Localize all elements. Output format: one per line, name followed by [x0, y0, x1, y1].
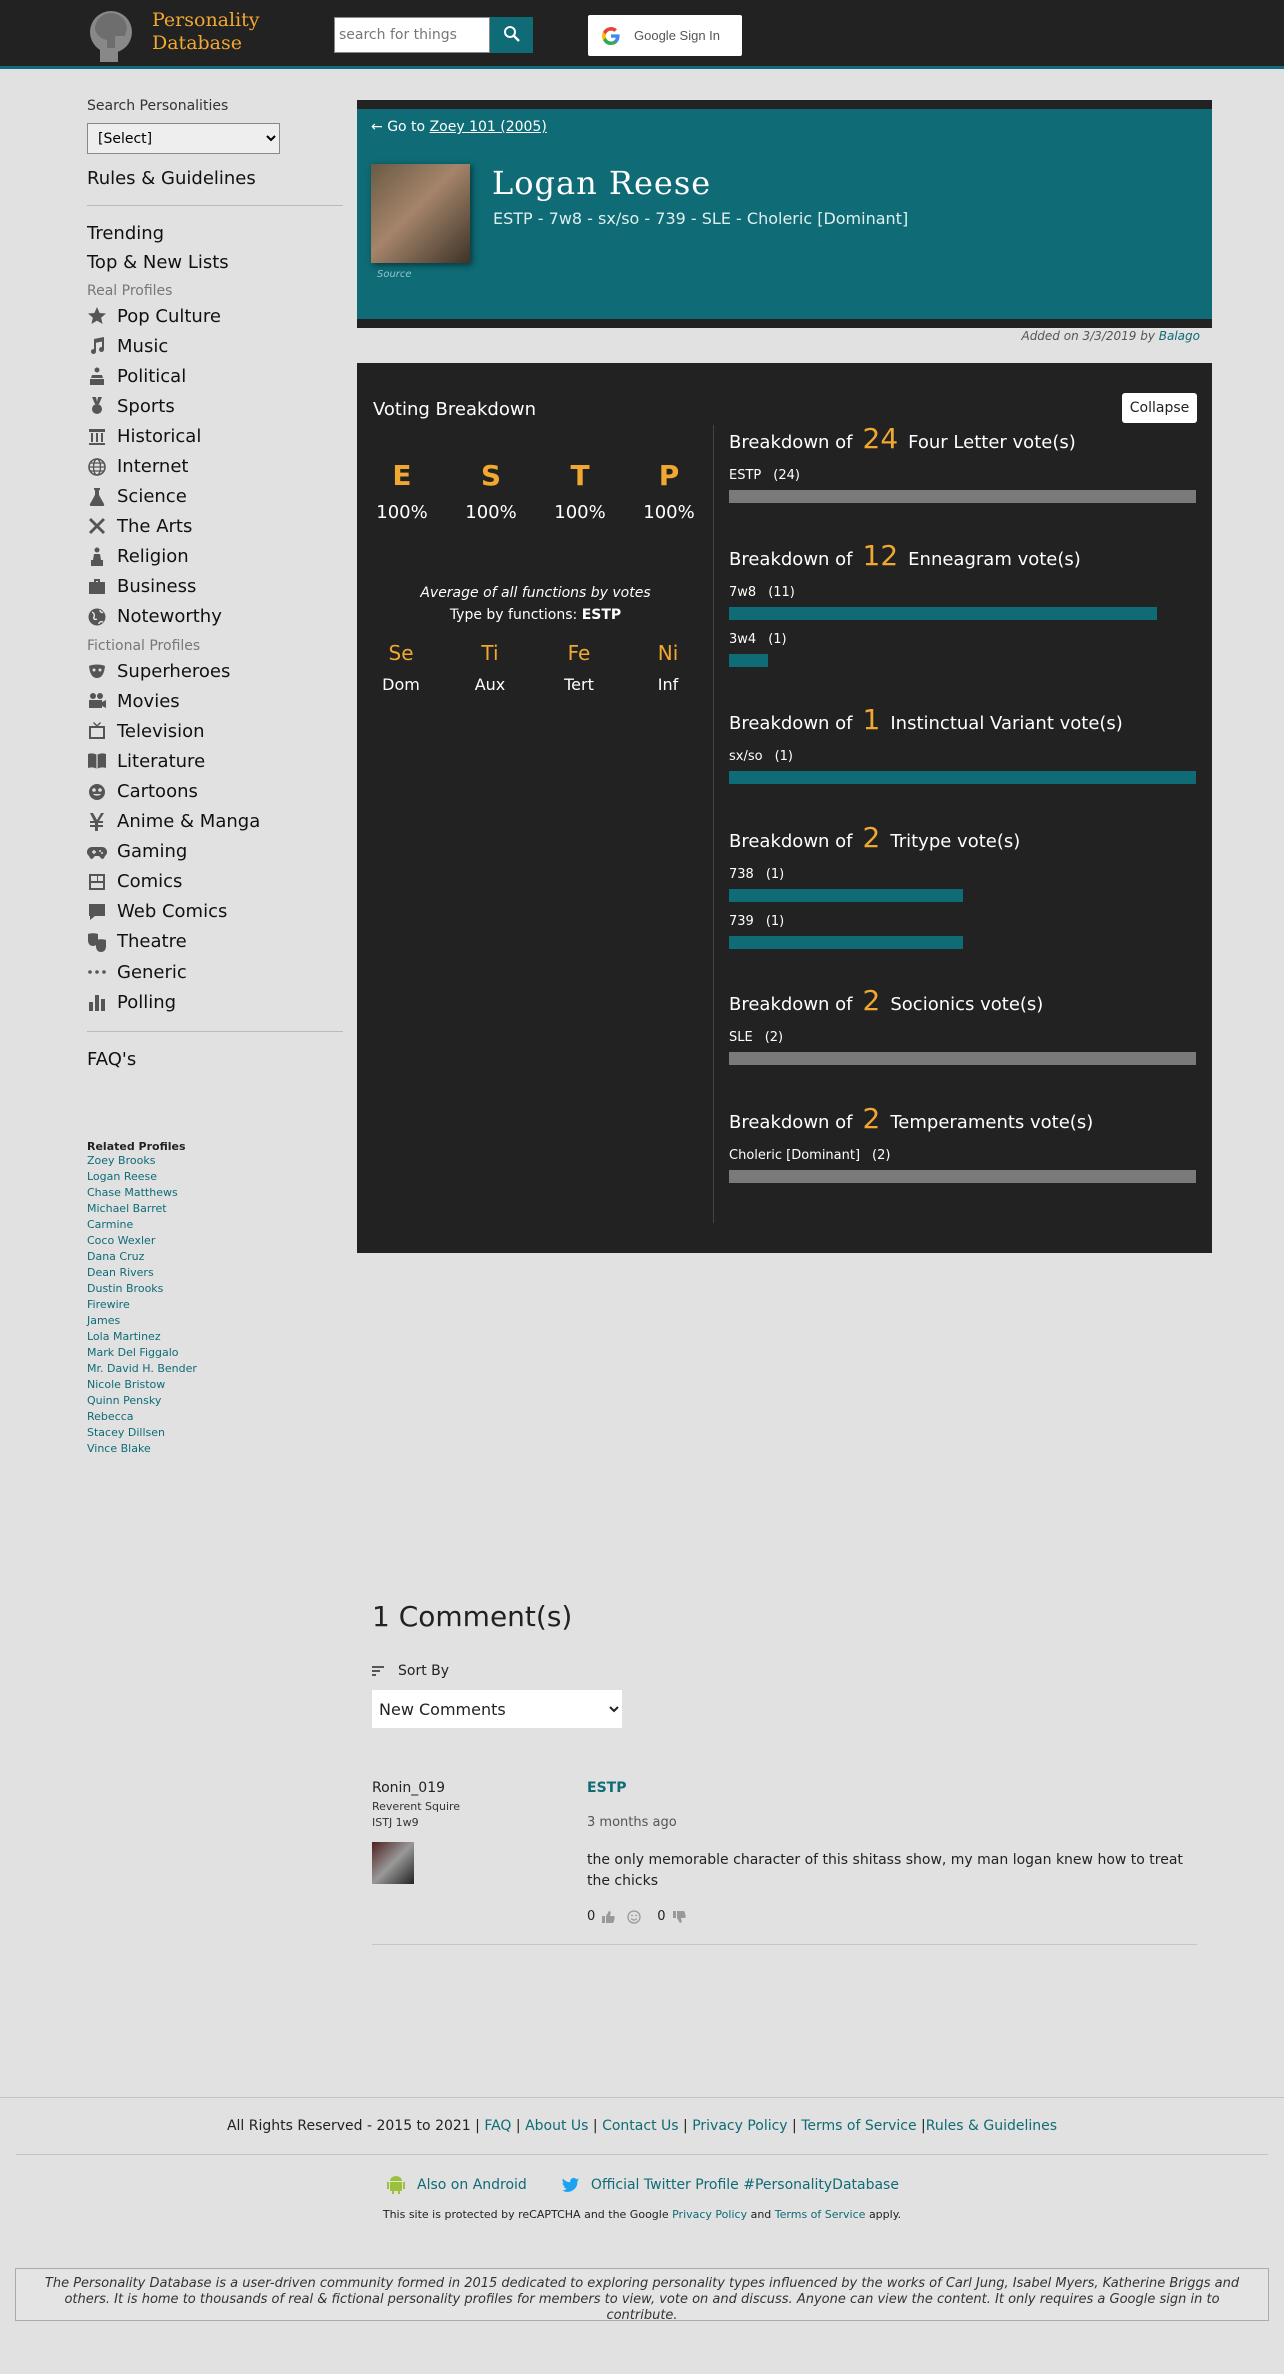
google-icon — [588, 27, 634, 45]
sidebar-item-label[interactable]: Cartoons — [117, 780, 198, 802]
sidebar-item-label[interactable]: The Arts — [117, 516, 193, 538]
cartoon-face-icon — [87, 781, 117, 801]
dots-icon — [87, 962, 117, 982]
footer-divider — [16, 2154, 1268, 2155]
breakdown-heading — [729, 539, 1196, 573]
thumbs-up-icon[interactable] — [601, 1910, 615, 1924]
sidebar-item-label[interactable]: Noteworthy — [117, 606, 222, 628]
vote-bar — [729, 936, 963, 949]
vote-bar — [729, 1052, 1196, 1065]
sidebar-item-business[interactable] — [87, 572, 343, 602]
android-label[interactable]: Also on Android — [417, 2177, 527, 2193]
medal-icon — [87, 396, 117, 416]
sidebar-item-label[interactable]: Comics — [117, 871, 183, 893]
vote-bar-row — [729, 468, 1196, 503]
comment-text: the only memorable character of this shitass show, my man logan knew how to treat the chicks — [587, 1852, 1183, 1889]
vote-bar-row — [729, 585, 1196, 620]
crossed-tools-icon — [87, 517, 117, 537]
breakdown-heading — [729, 984, 1196, 1018]
vote-option: 738 — [729, 867, 754, 882]
related-profile-link[interactable]: Chase Matthews — [87, 1186, 178, 1200]
breakdown-heading — [729, 821, 1196, 855]
sidebar-item-label[interactable]: Movies — [117, 690, 180, 712]
comment-divider — [372, 1944, 1197, 1945]
breakdown-label: Four Letter vote(s) — [908, 432, 1076, 453]
site-logo-text[interactable] — [152, 9, 260, 55]
vote-count: (1) — [768, 632, 787, 647]
related-profile-link[interactable]: Lola Martinez — [87, 1330, 161, 1344]
logo-line-2[interactable]: Database — [152, 32, 243, 54]
vote-bar — [729, 654, 768, 667]
search-icon — [503, 25, 521, 43]
earth-icon — [87, 607, 117, 627]
breakdown-prefix: Breakdown of — [729, 831, 853, 852]
sidebar-item-label[interactable]: Religion — [117, 546, 189, 568]
breakdown-prefix: Breakdown of — [729, 1112, 853, 1133]
comment-reactions — [587, 1909, 702, 1924]
sidebar-item-religion[interactable] — [87, 542, 343, 572]
vote-bar-row — [729, 749, 1196, 784]
profile-photo[interactable] — [371, 164, 470, 263]
breakdown-count: 12 — [862, 539, 899, 572]
function-fe — [539, 641, 619, 694]
real-profiles-heading: Real Profiles — [87, 283, 173, 299]
function-name: Ni — [657, 641, 679, 665]
added-info — [1021, 329, 1200, 343]
sidebar-item-generic[interactable] — [87, 957, 343, 987]
goto-series — [371, 119, 547, 135]
footer-rights: All Rights Reserved - 2015 to 2021 — [226, 2118, 471, 2134]
vote-bar-label — [729, 632, 1196, 648]
function-name: Ti — [481, 641, 499, 665]
sidebar-item-polling[interactable] — [87, 987, 343, 1017]
top-new-lists-link[interactable]: Top & New Lists — [87, 252, 229, 273]
vote-count: (11) — [768, 585, 795, 600]
breakdown-count: 1 — [862, 703, 881, 736]
added-date: Added on 3/3/2019 by — [1021, 329, 1155, 343]
vote-option: 739 — [729, 914, 754, 929]
smiley-icon[interactable] — [627, 1910, 641, 1924]
logo-line-1[interactable]: Personality — [152, 9, 260, 31]
function-ni — [628, 641, 708, 694]
category-select[interactable] — [87, 123, 280, 154]
breakdown-count: 2 — [862, 984, 881, 1017]
sidebar-item-gaming[interactable] — [87, 837, 343, 867]
letter-value: P — [658, 459, 680, 492]
breakdown-label: Enneagram vote(s) — [908, 549, 1081, 570]
captcha-privacy-link[interactable]: Privacy Policy — [672, 2208, 748, 2221]
panel-divider — [713, 425, 714, 1223]
related-profile-link[interactable]: Zoey Brooks — [87, 1154, 156, 1168]
comment-username[interactable]: Ronin_019 — [372, 1780, 446, 1796]
profile-header-card — [357, 100, 1212, 328]
letter-percent: 100% — [643, 502, 695, 523]
comment-user-type: ISTJ 1w9 — [372, 1816, 419, 1829]
letter-t-result — [535, 459, 625, 523]
breakdown-four-letter-vote-s — [729, 422, 1196, 503]
sidebar-item-superheroes[interactable] — [87, 656, 343, 686]
sidebar-item-label[interactable]: Literature — [117, 750, 206, 772]
sidebar-item-web-comics[interactable] — [87, 897, 343, 927]
briefcase-icon — [87, 577, 117, 597]
android-link[interactable] — [385, 2174, 527, 2196]
function-name: Se — [388, 641, 414, 665]
vote-option: SLE — [729, 1030, 753, 1045]
related-profile-link[interactable]: Firewire — [87, 1298, 130, 1312]
function-se — [361, 641, 441, 694]
real-profiles-list — [87, 301, 343, 632]
vote-bar-row — [729, 867, 1196, 902]
vote-bar-label — [729, 867, 1196, 883]
sidebar-item-cartoons[interactable] — [87, 776, 343, 806]
type-by-functions — [357, 607, 714, 623]
functions-average-label: Average of all functions by votes — [420, 585, 651, 601]
android-icon — [385, 2174, 407, 2196]
podium-icon — [87, 366, 117, 386]
sidebar-item-label[interactable]: Business — [117, 576, 197, 598]
comment-vote-type: ESTP — [587, 1780, 627, 1796]
sidebar-item-label[interactable]: Gaming — [117, 841, 188, 863]
comment-timestamp: 3 months ago — [587, 1815, 677, 1830]
sidebar-item-literature[interactable] — [87, 746, 343, 776]
breakdown-temperaments-vote-s — [729, 1102, 1196, 1183]
vote-count: (2) — [764, 1030, 784, 1045]
comment-avatar[interactable] — [372, 1842, 414, 1884]
function-role: Inf — [657, 675, 679, 694]
column-icon — [87, 426, 117, 446]
vote-option: 7w8 — [729, 585, 757, 600]
type-by-functions-value: ESTP — [581, 607, 622, 623]
related-profile-link[interactable]: Carmine — [87, 1218, 134, 1232]
tv-icon — [87, 721, 117, 741]
breakdown-count: 24 — [862, 422, 899, 455]
sidebar-item-television[interactable] — [87, 716, 343, 746]
breakdown-prefix: Breakdown of — [729, 432, 853, 453]
vote-bar-label — [729, 468, 1196, 484]
added-by-link[interactable]: Balago — [1158, 329, 1200, 343]
captcha-terms-link[interactable]: Terms of Service — [774, 2208, 866, 2221]
vote-count: (1) — [774, 749, 793, 764]
vote-option: ESTP — [729, 468, 762, 483]
letter-percent: 100% — [376, 502, 428, 523]
sidebar-item-comics[interactable] — [87, 867, 343, 897]
sidebar-item-the-arts[interactable] — [87, 512, 343, 542]
thumbs-down-icon[interactable] — [672, 1910, 686, 1924]
footer-about-link[interactable]: About Us — [525, 2118, 589, 2134]
letter-e-result — [357, 459, 447, 523]
sidebar-item-label[interactable]: Polling — [117, 991, 177, 1013]
dislike-count: 0 — [657, 1909, 666, 1924]
related-profile-link[interactable]: Mr. David H. Bender — [87, 1362, 197, 1376]
sidebar-item-label[interactable]: Internet — [117, 456, 189, 478]
breakdown-label: Instinctual Variant vote(s) — [890, 713, 1123, 734]
breakdown-prefix: Breakdown of — [729, 549, 853, 570]
related-profile-link[interactable]: Dana Cruz — [87, 1250, 145, 1264]
sidebar-item-label[interactable]: Music — [117, 335, 169, 357]
bar-chart-icon — [87, 992, 117, 1012]
sidebar-item-label[interactable]: Superheroes — [117, 660, 231, 682]
footer — [0, 2097, 1284, 2374]
vote-option: 3w4 — [729, 632, 757, 647]
related-profile-link[interactable]: Michael Barret — [87, 1202, 167, 1216]
vote-bar-row — [729, 914, 1196, 949]
series-link[interactable]: Zoey 101 (2005) — [429, 119, 547, 135]
sidebar-item-movies[interactable] — [87, 686, 343, 716]
footer-rules-link[interactable]: Rules & Guidelines — [925, 2118, 1058, 2134]
vote-bar-label — [729, 1148, 1196, 1164]
related-profile-link[interactable]: Dustin Brooks — [87, 1282, 164, 1296]
sort-icon — [372, 1665, 386, 1677]
related-profile-link[interactable]: Dean Rivers — [87, 1266, 154, 1280]
twitter-label[interactable]: Official Twitter Profile — [590, 2177, 739, 2193]
related-profile-link[interactable]: Stacey Dillsen — [87, 1426, 165, 1440]
faq-link[interactable]: FAQ's — [87, 1049, 137, 1071]
footer-social — [0, 2174, 1284, 2196]
vote-bar — [729, 1170, 1196, 1183]
rules-guidelines-link[interactable]: Rules & Guidelines — [87, 168, 256, 189]
letter-p-result — [624, 459, 714, 523]
letter-value: T — [570, 459, 590, 492]
sidebar-item-label[interactable]: Anime & Manga — [117, 811, 261, 833]
search-personalities-label: Search Personalities — [87, 98, 229, 114]
related-profile-link[interactable]: Logan Reese — [87, 1170, 158, 1184]
breakdown-prefix: Breakdown of — [729, 994, 853, 1015]
breakdown-heading — [729, 422, 1196, 456]
twitter-link[interactable] — [559, 2174, 899, 2196]
profile-type-summary: ESTP - 7w8 - sx/so - 739 - SLE - Choleric [Dominant] — [493, 209, 909, 228]
footer-links: All Rights Reserved - 2015 to 2021 | FAQ | About Us | Contact Us | Privacy Policy | Terms of Service |Rules & Guidelines — [226, 2118, 1058, 2134]
sort-by-text: Sort By — [398, 1663, 450, 1679]
footer-privacy-link[interactable]: Privacy Policy — [692, 2118, 788, 2134]
gamepad-icon — [87, 842, 117, 862]
profile-name: Logan Reese — [492, 164, 712, 202]
praying-figure-icon — [87, 547, 117, 567]
search-button[interactable] — [490, 17, 533, 53]
letter-value: E — [392, 459, 412, 492]
site-about-box: The Personality Database is a user-driven community formed in 2015 dedicated to exploring personality types influenced by the works of Carl Jung, Isabel Myers, Katherine Briggs and others. It is home to thousands of real & fictional personality profiles for members to view, vote on and discuss. Anyone can view the content. It only requires a Google sign in to contribute. — [15, 2268, 1269, 2321]
vote-bar — [729, 607, 1157, 620]
type-by-functions-label: Type by functions: — [449, 607, 578, 623]
fictional-profiles-heading: Fictional Profiles — [87, 638, 201, 655]
footer-faq-link[interactable]: FAQ — [484, 2118, 512, 2134]
function-ti — [450, 641, 530, 694]
top-navbar — [0, 0, 1284, 69]
head-logo-icon[interactable] — [86, 8, 136, 62]
vote-bar-row — [729, 1148, 1196, 1183]
sidebar-item-label[interactable]: Science — [117, 486, 187, 508]
vote-option: Choleric [Dominant] — [729, 1148, 861, 1163]
breakdown-prefix: Breakdown of — [729, 713, 853, 734]
sidebar-item-label[interactable]: Theatre — [117, 931, 187, 953]
breakdown-count: 2 — [862, 821, 881, 854]
sidebar — [87, 98, 343, 1457]
breakdown-label: Tritype vote(s) — [890, 831, 1021, 852]
related-profiles-list — [87, 1153, 343, 1457]
vote-count: (1) — [765, 867, 785, 882]
letter-percent: 100% — [465, 502, 517, 523]
vote-bar — [729, 889, 963, 902]
vote-count: (2) — [872, 1148, 891, 1163]
breakdown-tritype-vote-s — [729, 821, 1196, 949]
vote-bar-row — [729, 1030, 1196, 1065]
related-profile-link[interactable]: Coco Wexler — [87, 1234, 156, 1248]
related-profile-link[interactable]: Rebecca — [87, 1410, 134, 1424]
sidebar-item-label[interactable]: Generic — [117, 961, 187, 983]
comic-book-icon — [87, 872, 117, 892]
sidebar-item-internet[interactable] — [87, 451, 343, 481]
captcha-and: and — [750, 2208, 772, 2221]
vote-option: sx/so — [729, 749, 763, 764]
vote-bar-label — [729, 585, 1196, 601]
sidebar-item-political[interactable] — [87, 361, 343, 391]
letter-percent: 100% — [554, 502, 606, 523]
vote-bar-label — [729, 914, 1196, 930]
sidebar-item-theatre[interactable] — [87, 927, 343, 957]
goto-prefix: Go to — [387, 119, 426, 135]
sidebar-item-label[interactable]: Web Comics — [117, 901, 228, 923]
sort-select[interactable] — [372, 1690, 622, 1728]
sidebar-item-label[interactable]: Political — [117, 365, 187, 387]
search-input[interactable] — [334, 17, 490, 53]
trending-link[interactable]: Trending — [87, 223, 165, 244]
breakdown-enneagram-vote-s — [729, 539, 1196, 667]
fictional-profiles-list — [87, 656, 343, 1017]
breakdown-socionics-vote-s — [729, 984, 1196, 1065]
sidebar-item-noteworthy[interactable] — [87, 602, 343, 632]
vote-bar-row — [729, 632, 1196, 667]
google-signin-label: Google Sign In — [634, 28, 721, 43]
sidebar-item-sports[interactable] — [87, 391, 343, 421]
related-profile-link[interactable]: Vince Blake — [87, 1442, 151, 1456]
twitter-hashtag[interactable]: #PersonalityDatabase — [743, 2177, 899, 2193]
breakdown-label: Socionics vote(s) — [890, 994, 1044, 1015]
star-icon — [87, 306, 117, 326]
sidebar-item-anime-and-manga[interactable] — [87, 807, 343, 837]
sidebar-divider — [87, 205, 343, 206]
vote-bar-label — [729, 749, 1196, 765]
breakdown-heading — [729, 703, 1196, 737]
vote-bar — [729, 771, 1196, 784]
mask-icon — [87, 661, 117, 681]
music-note-icon — [87, 336, 117, 356]
function-role: Dom — [382, 675, 420, 694]
yen-icon — [87, 812, 117, 832]
sidebar-item-label[interactable]: Sports — [117, 395, 175, 417]
sidebar-item-label[interactable]: Historical — [117, 425, 202, 447]
breakdown-label: Temperaments vote(s) — [890, 1112, 1094, 1133]
letter-value: S — [480, 459, 502, 492]
footer-contact-link[interactable]: Contact Us — [602, 2118, 679, 2134]
breakdown-instinctual-variant-vote-s — [729, 703, 1196, 784]
related-profile-link[interactable]: Nicole Bristow — [87, 1378, 166, 1392]
book-icon — [87, 751, 117, 771]
sidebar-item-music[interactable] — [87, 331, 343, 361]
function-role: Tert — [564, 675, 594, 694]
voting-breakdown-panel — [357, 363, 1212, 1253]
sidebar-item-science[interactable] — [87, 482, 343, 512]
comment-user-rank: Reverent Squire — [372, 1800, 461, 1813]
sidebar-item-label[interactable]: Pop Culture — [117, 305, 221, 327]
sidebar-item-historical[interactable] — [87, 421, 343, 451]
related-profile-link[interactable]: Mark Del Figgalo — [87, 1346, 179, 1360]
sort-by-label — [372, 1663, 449, 1679]
comments-title: 1 Comment(s) — [372, 1600, 573, 1633]
like-count: 0 — [587, 1909, 596, 1924]
footer-terms-link[interactable]: Terms of Service — [801, 2118, 917, 2134]
vote-bar-label — [729, 1030, 1196, 1046]
function-name: Fe — [567, 641, 591, 665]
letter-s-result — [446, 459, 536, 523]
breakdown-heading — [729, 1102, 1196, 1136]
google-signin-button[interactable] — [588, 15, 742, 56]
captcha-apply: apply. — [868, 2208, 902, 2221]
breakdown-count: 2 — [862, 1102, 881, 1135]
related-profiles-heading: Related Profiles — [87, 1140, 186, 1154]
arrow-left-icon: ← — [371, 119, 383, 135]
vote-bar — [729, 490, 1196, 503]
vote-count: (1) — [765, 914, 785, 929]
sidebar-item-pop-culture[interactable] — [87, 301, 343, 331]
sidebar-divider — [87, 1031, 343, 1032]
related-profile-link[interactable]: Quinn Pensky — [87, 1394, 162, 1408]
globe-icon — [87, 457, 117, 477]
flask-icon — [87, 487, 117, 507]
sidebar-item-label[interactable]: Television — [117, 720, 205, 742]
photo-source-link[interactable]: Source — [377, 269, 412, 280]
theatre-masks-icon — [87, 932, 117, 952]
recaptcha-notice — [0, 2208, 1284, 2221]
captcha-text: This site is protected by reCAPTCHA and the Google — [382, 2208, 669, 2221]
speech-bubble-icon — [87, 902, 117, 922]
twitter-icon — [559, 2174, 581, 2196]
related-profile-link[interactable]: James — [87, 1314, 121, 1328]
vote-count: (24) — [773, 468, 800, 483]
function-role: Aux — [474, 675, 506, 694]
voting-breakdown-title: Voting Breakdown — [373, 399, 536, 420]
camera-icon — [87, 691, 117, 711]
collapse-button[interactable]: Collapse — [1122, 393, 1197, 423]
